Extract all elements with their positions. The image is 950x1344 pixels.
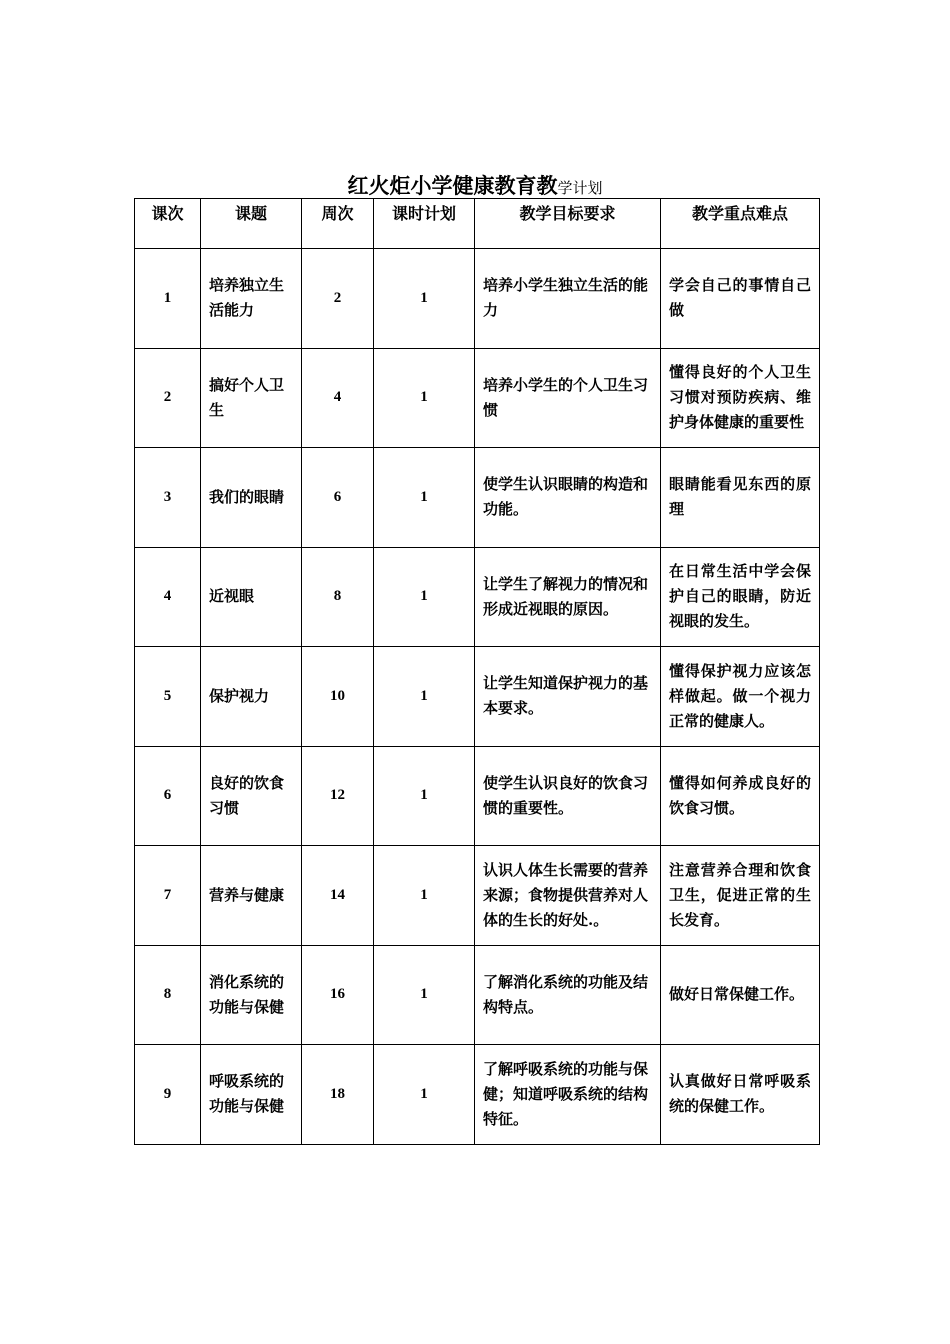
week-cell: 2 bbox=[302, 249, 374, 349]
key-point-cell: 在日常生活中学会保护自己的眼睛，防近视眼的发生。 bbox=[661, 547, 820, 647]
title-main: 红火炬小学健康教育教 bbox=[347, 173, 558, 198]
header-hours: 课时计划 bbox=[374, 199, 475, 249]
table-row bbox=[135, 1045, 820, 1145]
week-cell: 18 bbox=[302, 1045, 374, 1145]
goal-cell: 认识人体生长需要的营养来源；食物提供营养对人体的生长的好处.。 bbox=[475, 846, 661, 946]
topic-cell: 消化系统的功能与保健 bbox=[201, 945, 302, 1045]
goal-cell: 培养小学生独立生活的能力 bbox=[475, 249, 661, 349]
goal-cell: 让学生了解视力的情况和形成近视眼的原因。 bbox=[475, 547, 661, 647]
key-point-cell: 懂得如何养成良好的饮食习惯。 bbox=[661, 746, 820, 846]
topic-cell: 良好的饮食习惯 bbox=[201, 746, 302, 846]
table-row bbox=[135, 448, 820, 548]
title-tail: 学计划 bbox=[557, 179, 603, 197]
lesson-number-cell: 1 bbox=[135, 249, 201, 349]
hours-cell: 1 bbox=[374, 1045, 475, 1145]
table-row bbox=[135, 945, 820, 1045]
goal-cell: 使学生认识眼睛的构造和功能。 bbox=[475, 448, 661, 548]
table-row bbox=[135, 846, 820, 946]
lesson-number-cell: 4 bbox=[135, 547, 201, 647]
goal-cell: 让学生知道保护视力的基本要求。 bbox=[475, 647, 661, 747]
header-goals: 教学目标要求 bbox=[475, 199, 661, 249]
table-row bbox=[135, 647, 820, 747]
topic-cell: 保护视力 bbox=[201, 647, 302, 747]
hours-cell: 1 bbox=[374, 647, 475, 747]
key-point-cell: 认真做好日常呼吸系统的保健工作。 bbox=[661, 1045, 820, 1145]
header-lesson-number: 课次 bbox=[135, 199, 201, 249]
lesson-number-cell: 7 bbox=[135, 846, 201, 946]
table-row bbox=[135, 746, 820, 846]
header-topic: 课题 bbox=[201, 199, 302, 249]
topic-cell: 营养与健康 bbox=[201, 846, 302, 946]
header-row bbox=[135, 199, 820, 249]
lesson-number-cell: 9 bbox=[135, 1045, 201, 1145]
week-cell: 14 bbox=[302, 846, 374, 946]
table-row bbox=[135, 249, 820, 349]
hours-cell: 1 bbox=[374, 448, 475, 548]
lesson-number-cell: 5 bbox=[135, 647, 201, 747]
topic-cell: 呼吸系统的功能与保健 bbox=[201, 1045, 302, 1145]
goal-cell: 了解呼吸系统的功能与保健；知道呼吸系统的结构特征。 bbox=[475, 1045, 661, 1145]
table-row bbox=[135, 348, 820, 448]
lesson-number-cell: 3 bbox=[135, 448, 201, 548]
header-key-points: 教学重点难点 bbox=[661, 199, 820, 249]
lesson-number-cell: 2 bbox=[135, 348, 201, 448]
hours-cell: 1 bbox=[374, 249, 475, 349]
week-cell: 8 bbox=[302, 547, 374, 647]
key-point-cell: 注意营养合理和饮食卫生，促进正常的生长发育。 bbox=[661, 846, 820, 946]
header-week: 周次 bbox=[302, 199, 374, 249]
key-point-cell: 做好日常保健工作。 bbox=[661, 945, 820, 1045]
goal-cell: 使学生认识良好的饮食习惯的重要性。 bbox=[475, 746, 661, 846]
hours-cell: 1 bbox=[374, 547, 475, 647]
key-point-cell: 懂得保护视力应该怎样做起。做一个视力正常的健康人。 bbox=[661, 647, 820, 747]
topic-cell: 培养独立生活能力 bbox=[201, 249, 302, 349]
week-cell: 6 bbox=[302, 448, 374, 548]
hours-cell: 1 bbox=[374, 746, 475, 846]
lesson-number-cell: 8 bbox=[135, 945, 201, 1045]
week-cell: 16 bbox=[302, 945, 374, 1045]
week-cell: 10 bbox=[302, 647, 374, 747]
hours-cell: 1 bbox=[374, 846, 475, 946]
key-point-cell: 眼睛能看见东西的原理 bbox=[661, 448, 820, 548]
key-point-cell: 懂得良好的个人卫生习惯对预防疾病、维护身体健康的重要性 bbox=[661, 348, 820, 448]
key-point-cell: 学会自己的事情自己做 bbox=[661, 249, 820, 349]
table-row bbox=[135, 547, 820, 647]
goal-cell: 培养小学生的个人卫生习惯 bbox=[475, 348, 661, 448]
topic-cell: 我们的眼睛 bbox=[201, 448, 302, 548]
hours-cell: 1 bbox=[374, 348, 475, 448]
topic-cell: 近视眼 bbox=[201, 547, 302, 647]
hours-cell: 1 bbox=[374, 945, 475, 1045]
lesson-number-cell: 6 bbox=[135, 746, 201, 846]
goal-cell: 了解消化系统的功能及结构特点。 bbox=[475, 945, 661, 1045]
teaching-plan-table bbox=[134, 198, 820, 1145]
topic-cell: 搞好个人卫生 bbox=[201, 348, 302, 448]
week-cell: 4 bbox=[302, 348, 374, 448]
week-cell: 12 bbox=[302, 746, 374, 846]
